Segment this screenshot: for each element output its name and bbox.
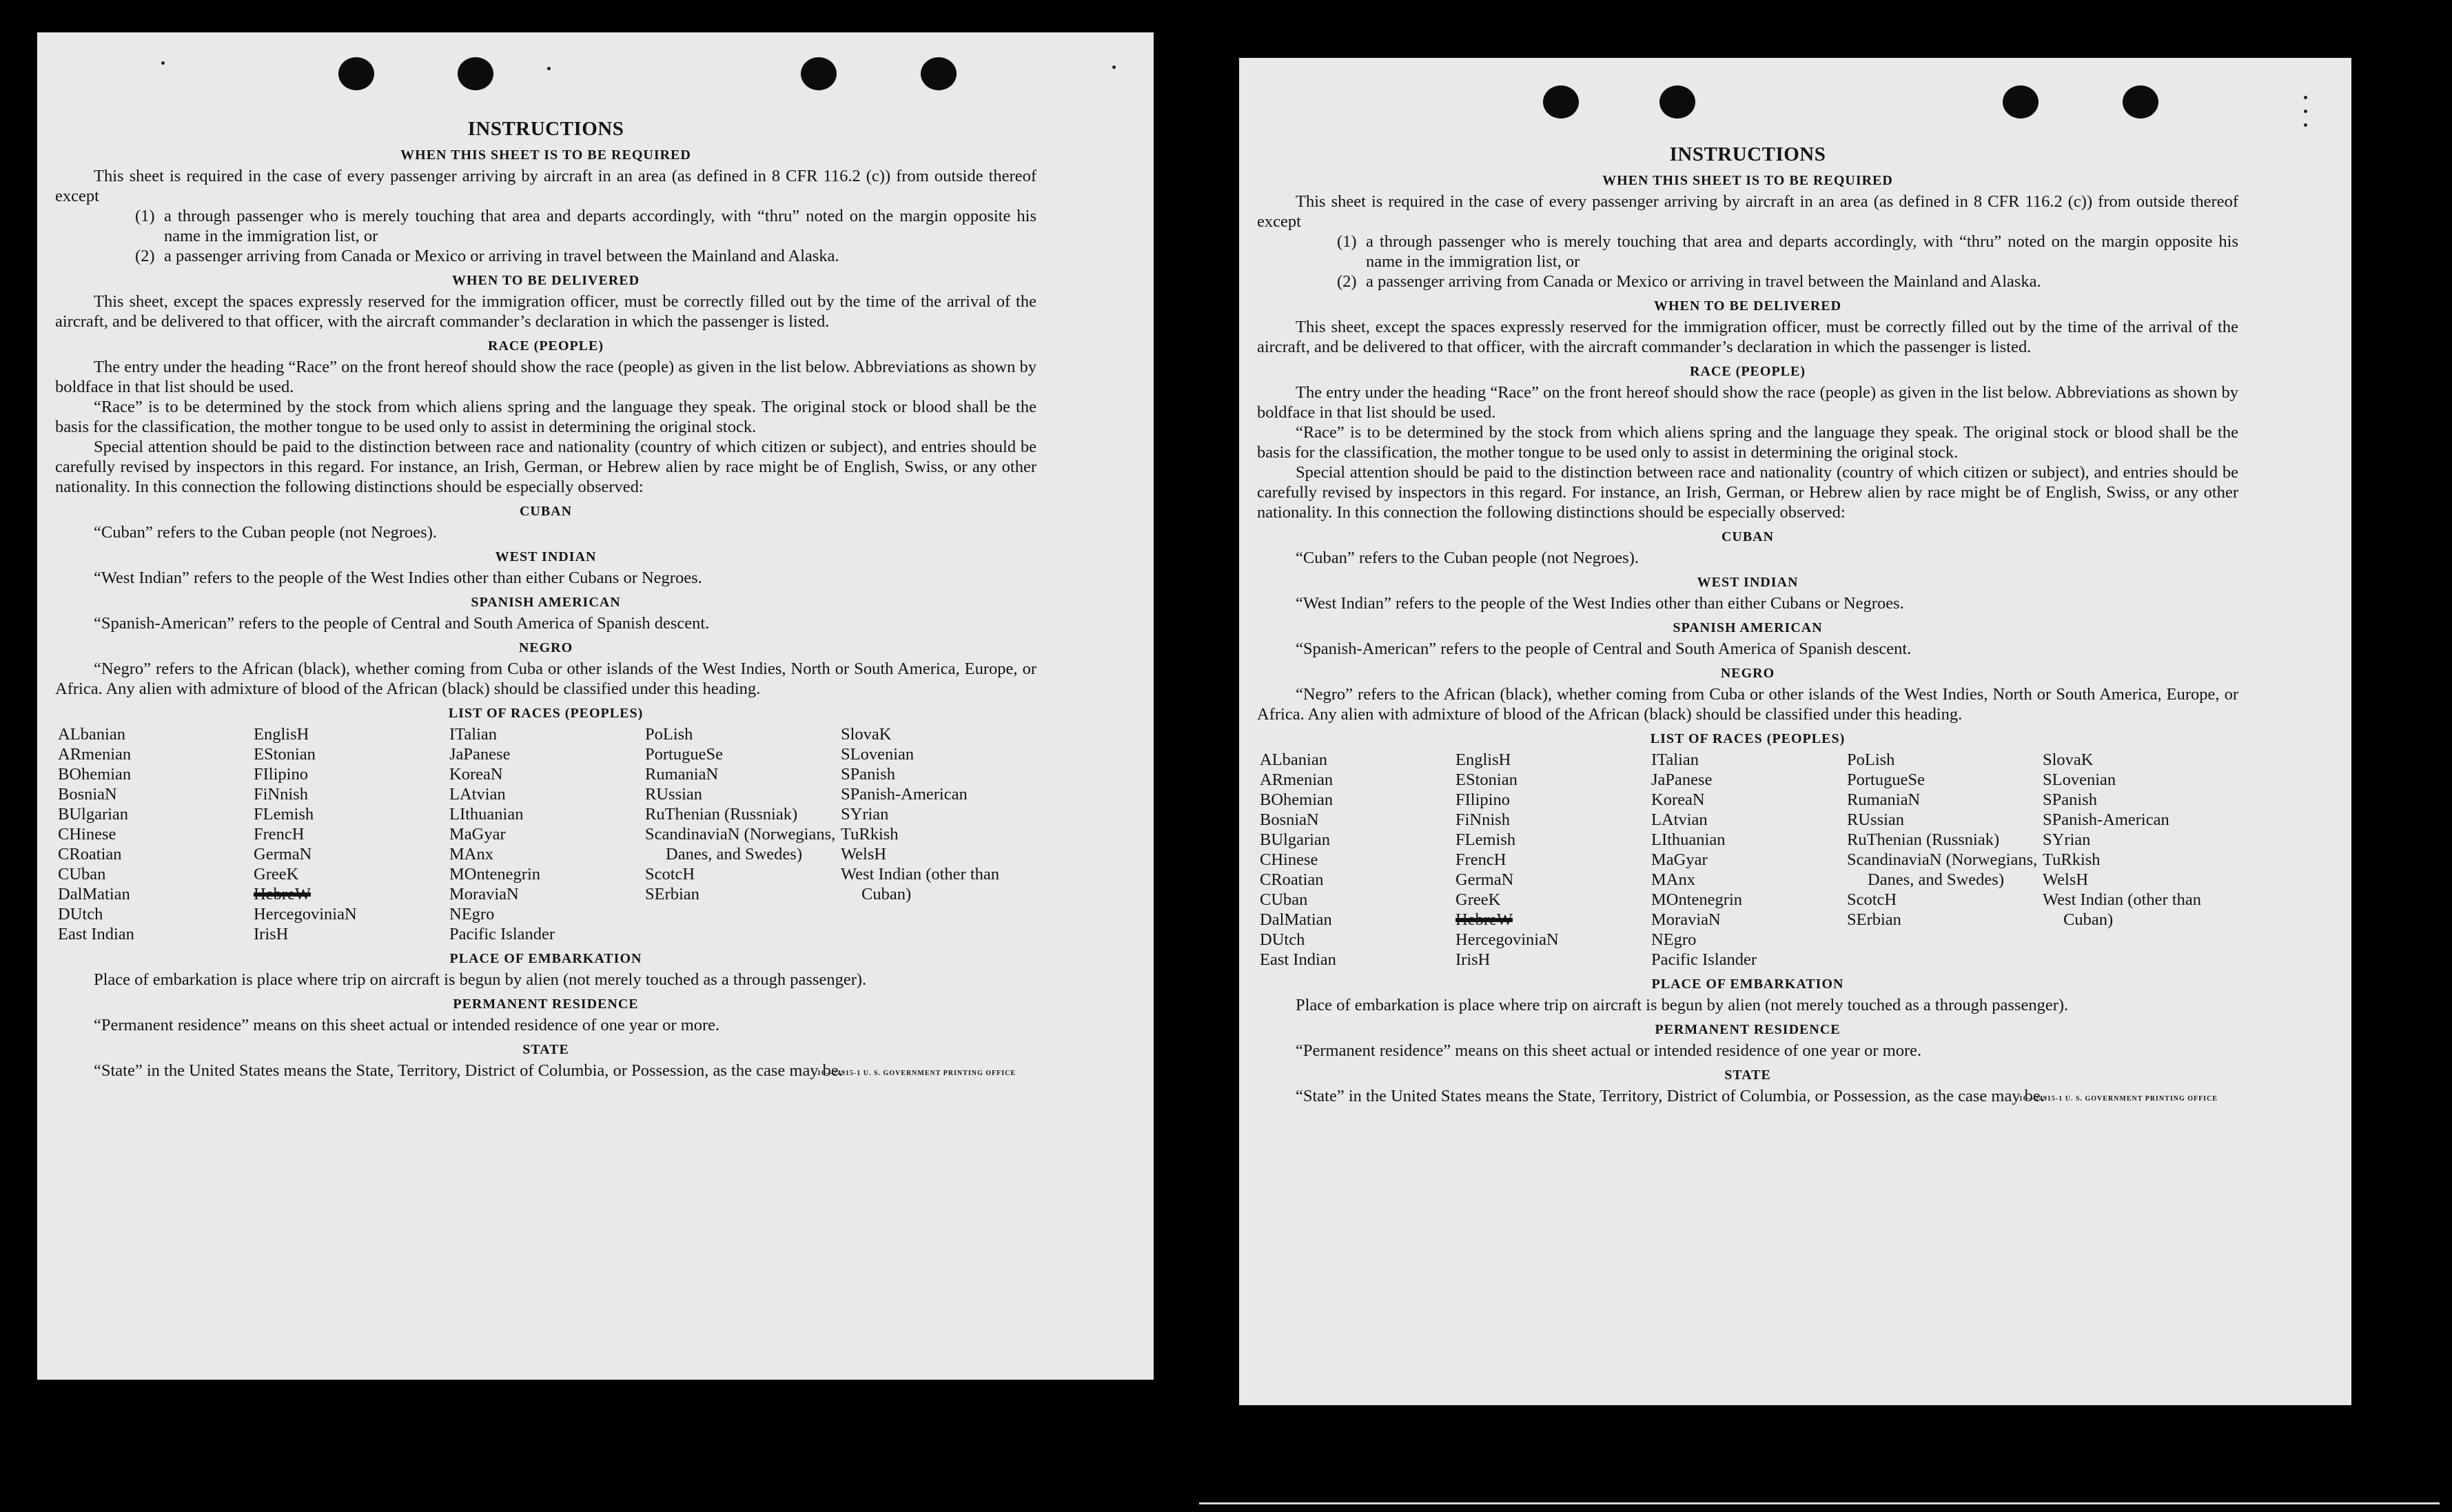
- race-item: MAnx: [1651, 870, 1695, 889]
- race-item: SPanish-American: [841, 785, 968, 804]
- race-item: TuRkish: [841, 825, 899, 844]
- paragraph-race-3: Special attention should be paid to the distinction between race and nationality (country of which citizen or subject), and entries should be carefully revised by inspectors in this regard. For instance, an Irish, German, or Hebrew alien by race might be of English, Swiss, or any other nationality. In this connection the following distinctions should be especially observed:: [1257, 463, 2238, 522]
- race-item: East Indian: [58, 925, 134, 943]
- heading-negro: NEGRO: [1720, 666, 1775, 681]
- race-item: PoLish: [1847, 750, 1895, 769]
- paragraph-residence: “Permanent residence” means on this sheet actual or intended residence of one year or more.: [94, 1016, 720, 1034]
- paragraph-west-indian: “West Indian” refers to the people of the West Indies other than either Cubans or Negroes.: [1296, 594, 1904, 613]
- race-item: SLovenian: [2043, 770, 2116, 789]
- race-item: ARmenian: [58, 745, 132, 764]
- paragraph-negro: “Negro” refers to the African (black), whether coming from Cuba or other islands of the West Indies, North or South America, Europe, or Africa. Any alien with admixture of blood of the African (black) should be classified under this heading.: [1257, 685, 2238, 724]
- race-item: ScandinaviaN (Norwegians, Danes, and Swedes): [645, 825, 836, 864]
- race-item: Pacific Islander: [449, 925, 555, 943]
- race-item: ITalian: [1651, 750, 1699, 769]
- punch-hole: [2123, 85, 2158, 119]
- exceptions-list: [1257, 232, 2238, 292]
- paragraph-required: This sheet is required in the case of every passenger arriving by aircraft in an area (as defined in 8 CFR 116.2 (c)) from outside thereof except: [55, 167, 1036, 205]
- race-item: DUtch: [1260, 930, 1305, 949]
- paragraph-delivered: This sheet, except the spaces expressly reserved for the immigration officer, must be correctly filled out by the time of the arrival of the aircraft, and be delivered to that officer, with the aircraft commander’s declaration in which the passenger is listed.: [1257, 318, 2238, 356]
- race-item: MOntenegrin: [1651, 890, 1742, 909]
- race-item: PoLish: [645, 725, 693, 744]
- race-item: MAnx: [449, 845, 493, 864]
- race-item: RuThenian (Russniak): [1847, 830, 2000, 849]
- exception-item: (1) a through passenger who is merely touching that area and departs accordingly, with “thru” noted on the margin opposite his name in the immigration list, or: [1337, 232, 2238, 271]
- race-item: PortugueSe: [1847, 770, 1925, 789]
- race-item: MoraviaN: [449, 885, 519, 903]
- punch-hole: [2003, 85, 2039, 119]
- race-column: [58, 724, 254, 944]
- race-item: GreeK: [1455, 890, 1501, 909]
- race-column: [1847, 750, 2043, 970]
- race-item: BosniaN: [1260, 810, 1319, 829]
- race-item: TuRkish: [2043, 850, 2101, 869]
- race-item: DalMatian: [58, 885, 130, 903]
- heading-west-indian: WEST INDIAN: [495, 549, 597, 564]
- heading-when-delivered: WHEN TO BE DELIVERED: [1653, 298, 1842, 314]
- paragraph-race-2: “Race” is to be determined by the stock from which aliens spring and the language they speak. The original stock or blood shall be the basis for the classification, the mother tongue to be used only to assist in determining the original stock.: [55, 398, 1036, 436]
- race-item: West Indian (other than Cuban): [841, 865, 1000, 903]
- race-column: [254, 724, 449, 944]
- race-item: West Indian (other than Cuban): [2043, 890, 2202, 929]
- race-item: RUssian: [645, 785, 703, 804]
- race-item: BUlgarian: [58, 805, 129, 824]
- heading-embarkation: PLACE OF EMBARKATION: [449, 951, 642, 966]
- race-item: PortugueSe: [645, 745, 723, 764]
- race-item: JaPanese: [449, 745, 511, 764]
- heading-when-delivered: WHEN TO BE DELIVERED: [451, 273, 640, 288]
- paragraph-embarkation: Place of embarkation is place where trip on aircraft is begun by alien (not merely touched as a through passenger).: [1296, 996, 2069, 1014]
- heading-west-indian: WEST INDIAN: [1697, 575, 1799, 590]
- speck: [1112, 65, 1116, 69]
- exceptions-list: [55, 206, 1036, 266]
- race-item: CHinese: [58, 825, 116, 844]
- paragraph-race-1: The entry under the heading “Race” on the front hereof should show the race (people) as given in the list below. Abbreviations as shown by boldface in that list should be used.: [55, 358, 1036, 396]
- race-item: EnglisH: [1455, 750, 1511, 769]
- paragraph-required: This sheet is required in the case of every passenger arriving by aircraft in an area (as defined in 8 CFR 116.2 (c)) from outside thereof except: [1257, 192, 2238, 231]
- paragraph-cuban: “Cuban” refers to the Cuban people (not Negroes).: [1296, 549, 1639, 567]
- race-item: ALbanian: [1260, 750, 1327, 769]
- race-item: SlovaK: [2043, 750, 2094, 769]
- race-item: EnglisH: [254, 725, 309, 744]
- punch-hole: [338, 57, 374, 90]
- race-item: ARmenian: [1260, 770, 1334, 789]
- race-item: RuThenian (Russniak): [645, 805, 798, 824]
- race-item: JaPanese: [1651, 770, 1713, 789]
- heading-cuban: CUBAN: [1721, 529, 1775, 544]
- speck: [547, 67, 551, 70]
- heading-when-required: WHEN THIS SHEET IS TO BE REQUIRED: [1602, 173, 1893, 188]
- printer-footer: 16—24915-1 U. S. GOVERNMENT PRINTING OFFICE: [2019, 1095, 2218, 1103]
- heading-when-required: WHEN THIS SHEET IS TO BE REQUIRED: [400, 147, 691, 163]
- exception-item: (2) a passenger arriving from Canada or Mexico or arriving in travel between the Mainland and Alaska.: [135, 247, 839, 265]
- race-item: FLemish: [254, 805, 314, 824]
- punch-hole: [921, 57, 957, 90]
- race-item: LIthuanian: [1651, 830, 1726, 849]
- race-item: SYrian: [2043, 830, 2091, 849]
- paragraph-cuban: “Cuban” refers to the Cuban people (not Negroes).: [94, 523, 437, 542]
- heading-embarkation: PLACE OF EMBARKATION: [1651, 977, 1844, 992]
- race-item: RUssian: [1847, 810, 1905, 829]
- race-item: MoraviaN: [1651, 910, 1721, 929]
- race-item: BosniaN: [58, 785, 117, 804]
- race-item: EStonian: [254, 745, 316, 764]
- race-item: NEgro: [1651, 930, 1697, 949]
- race-item: SYrian: [841, 805, 889, 824]
- race-column: [1455, 750, 1651, 970]
- race-item: CUban: [58, 865, 106, 883]
- race-item: CRoatian: [58, 845, 122, 864]
- race-item: CHinese: [1260, 850, 1318, 869]
- race-item: FIlipino: [254, 765, 308, 784]
- race-item: NEgro: [449, 905, 495, 923]
- scan-edge-line: [1199, 1502, 2440, 1504]
- heading-state: STATE: [1724, 1067, 1771, 1083]
- race-item: HebreW: [1455, 910, 1513, 929]
- race-item: CRoatian: [1260, 870, 1324, 889]
- race-item: BOhemian: [58, 765, 132, 784]
- race-item: GreeK: [254, 865, 299, 883]
- paragraph-delivered: This sheet, except the spaces expressly reserved for the immigration officer, must be correctly filled out by the time of the arrival of the aircraft, and be delivered to that officer, with the aircraft commander’s declaration in which the passenger is listed.: [55, 292, 1036, 331]
- paragraph-state: “State” in the United States means the State, Territory, District of Columbia, or Possession, as the case may be.: [1296, 1087, 2045, 1105]
- race-item: ScotcH: [1847, 890, 1897, 909]
- race-item: BUlgarian: [1260, 830, 1331, 849]
- race-item: DalMatian: [1260, 910, 1332, 929]
- paragraph-race-2: “Race” is to be determined by the stock from which aliens spring and the language they speak. The original stock or blood shall be the basis for the classification, the mother tongue to be used only to assist in determining the original stock.: [1257, 423, 2238, 462]
- race-item: ALbanian: [58, 725, 125, 744]
- race-item: FIlipino: [1455, 790, 1510, 809]
- race-item: RumaniaN: [645, 765, 719, 784]
- race-item: EStonian: [1455, 770, 1518, 789]
- heading-spanish-american: SPANISH AMERICAN: [1673, 620, 1823, 635]
- race-column: [449, 724, 645, 944]
- exception-item: (1) a through passenger who is merely touching that area and departs accordingly, with “thru” noted on the margin opposite his name in the immigration list, or: [135, 207, 1036, 245]
- heading-state: STATE: [522, 1042, 569, 1057]
- paragraph-negro: “Negro” refers to the African (black), whether coming from Cuba or other islands of the West Indies, North or South America, Europe, or Africa. Any alien with admixture of blood of the African (black) should be classified under this heading.: [55, 660, 1036, 698]
- race-item: MaGyar: [449, 825, 506, 844]
- paragraph-race-3: Special attention should be paid to the distinction between race and nationality (country of which citizen or subject), and entries should be carefully revised by inspectors in this regard. For instance, an Irish, German, or Hebrew alien by race might be of English, Swiss, or any other nationality. In this connection the following distinctions should be especially observed:: [55, 438, 1036, 496]
- heading-spanish-american: SPANISH AMERICAN: [471, 595, 621, 610]
- race-item: LAtvian: [449, 785, 506, 804]
- race-item: East Indian: [1260, 950, 1336, 969]
- heading-negro: NEGRO: [518, 640, 573, 655]
- page-title: INSTRUCTIONS: [467, 118, 624, 140]
- race-list: [58, 724, 1036, 944]
- instructions-content: [55, 118, 1036, 1080]
- race-item: HercegoviniaN: [254, 905, 357, 923]
- paragraph-spanish-american: “Spanish-American” refers to the people of Central and South America of Spanish descent.: [1296, 640, 1912, 658]
- paragraph-spanish-american: “Spanish-American” refers to the people of Central and South America of Spanish descent.: [94, 614, 710, 633]
- race-item: HebreW: [254, 885, 311, 903]
- race-item: SPanish: [2043, 790, 2097, 809]
- heading-residence: PERMANENT RESIDENCE: [1655, 1022, 1841, 1037]
- race-item: KoreaN: [449, 765, 503, 784]
- race-item: Pacific Islander: [1651, 950, 1757, 969]
- exception-item: (2) a passenger arriving from Canada or Mexico or arriving in travel between the Mainland and Alaska.: [1337, 272, 2041, 291]
- paragraph-state: “State” in the United States means the State, Territory, District of Columbia, or Possession, as the case may be.: [94, 1061, 843, 1080]
- race-item: HercegoviniaN: [1455, 930, 1559, 949]
- race-item: BOhemian: [1260, 790, 1334, 809]
- race-item: CUban: [1260, 890, 1308, 909]
- race-item: GermaN: [254, 845, 312, 864]
- race-item: LIthuanian: [449, 805, 524, 824]
- heading-list-of-races: LIST OF RACES (PEOPLES): [1650, 731, 1846, 746]
- race-item: SErbian: [1847, 910, 1901, 929]
- race-item: SErbian: [645, 885, 699, 903]
- race-item: ScotcH: [645, 865, 695, 883]
- race-item: ITalian: [449, 725, 498, 744]
- race-item: IrisH: [1455, 950, 1491, 969]
- punch-hole: [458, 57, 493, 90]
- race-item: FrencH: [254, 825, 305, 844]
- race-item: DUtch: [58, 905, 103, 923]
- race-item: FrencH: [1455, 850, 1506, 869]
- heading-race: RACE (PEOPLE): [1690, 364, 1806, 379]
- printer-footer: 16—24915-1 U. S. GOVERNMENT PRINTING OFFICE: [817, 1070, 1016, 1077]
- speck: [2304, 123, 2307, 127]
- race-item: RumaniaN: [1847, 790, 1921, 809]
- heading-list-of-races: LIST OF RACES (PEOPLES): [448, 706, 644, 721]
- race-item: WelsH: [2043, 870, 2089, 889]
- page-title: INSTRUCTIONS: [1669, 143, 1826, 165]
- race-column: [1651, 750, 1847, 970]
- race-column: [645, 724, 841, 944]
- race-item: FLemish: [1455, 830, 1516, 849]
- heading-race: RACE (PEOPLE): [488, 338, 604, 354]
- race-item: WelsH: [841, 845, 887, 864]
- paragraph-residence: “Permanent residence” means on this sheet actual or intended residence of one year or more.: [1296, 1041, 1922, 1060]
- punch-hole: [1659, 85, 1695, 119]
- race-column: [2043, 750, 2238, 970]
- race-item: FiNnish: [254, 785, 308, 804]
- race-item: LAtvian: [1651, 810, 1708, 829]
- race-item: SPanish: [841, 765, 895, 784]
- race-item: KoreaN: [1651, 790, 1705, 809]
- document-page-right: [1239, 58, 2351, 1405]
- race-item: SLovenian: [841, 745, 915, 764]
- speck: [161, 61, 165, 65]
- heading-residence: PERMANENT RESIDENCE: [453, 997, 639, 1012]
- race-item: IrisH: [254, 925, 289, 943]
- race-column: [1260, 750, 1455, 970]
- race-item: SlovaK: [841, 725, 892, 744]
- race-item: SPanish-American: [2043, 810, 2169, 829]
- punch-hole: [801, 57, 837, 90]
- paragraph-race-1: The entry under the heading “Race” on the front hereof should show the race (people) as given in the list below. Abbreviations as shown by boldface in that list should be used.: [1257, 383, 2238, 422]
- instructions-content: [1257, 143, 2238, 1103]
- race-item: MaGyar: [1651, 850, 1708, 869]
- paragraph-west-indian: “West Indian” refers to the people of the West Indies other than either Cubans or Negroes.: [94, 569, 702, 587]
- race-item: ScandinaviaN (Norwegians, Danes, and Swedes): [1847, 850, 2038, 889]
- race-item: FiNnish: [1455, 810, 1510, 829]
- document-page-left: [37, 32, 1154, 1380]
- race-list: [1260, 750, 2238, 970]
- race-item: MOntenegrin: [449, 865, 540, 883]
- punch-hole: [1543, 85, 1579, 119]
- paragraph-embarkation: Place of embarkation is place where trip on aircraft is begun by alien (not merely touched as a through passenger).: [94, 970, 867, 989]
- speck: [2304, 110, 2307, 113]
- speck: [2304, 96, 2307, 99]
- race-item: GermaN: [1455, 870, 1514, 889]
- race-column: [841, 724, 1036, 944]
- heading-cuban: CUBAN: [519, 504, 573, 519]
